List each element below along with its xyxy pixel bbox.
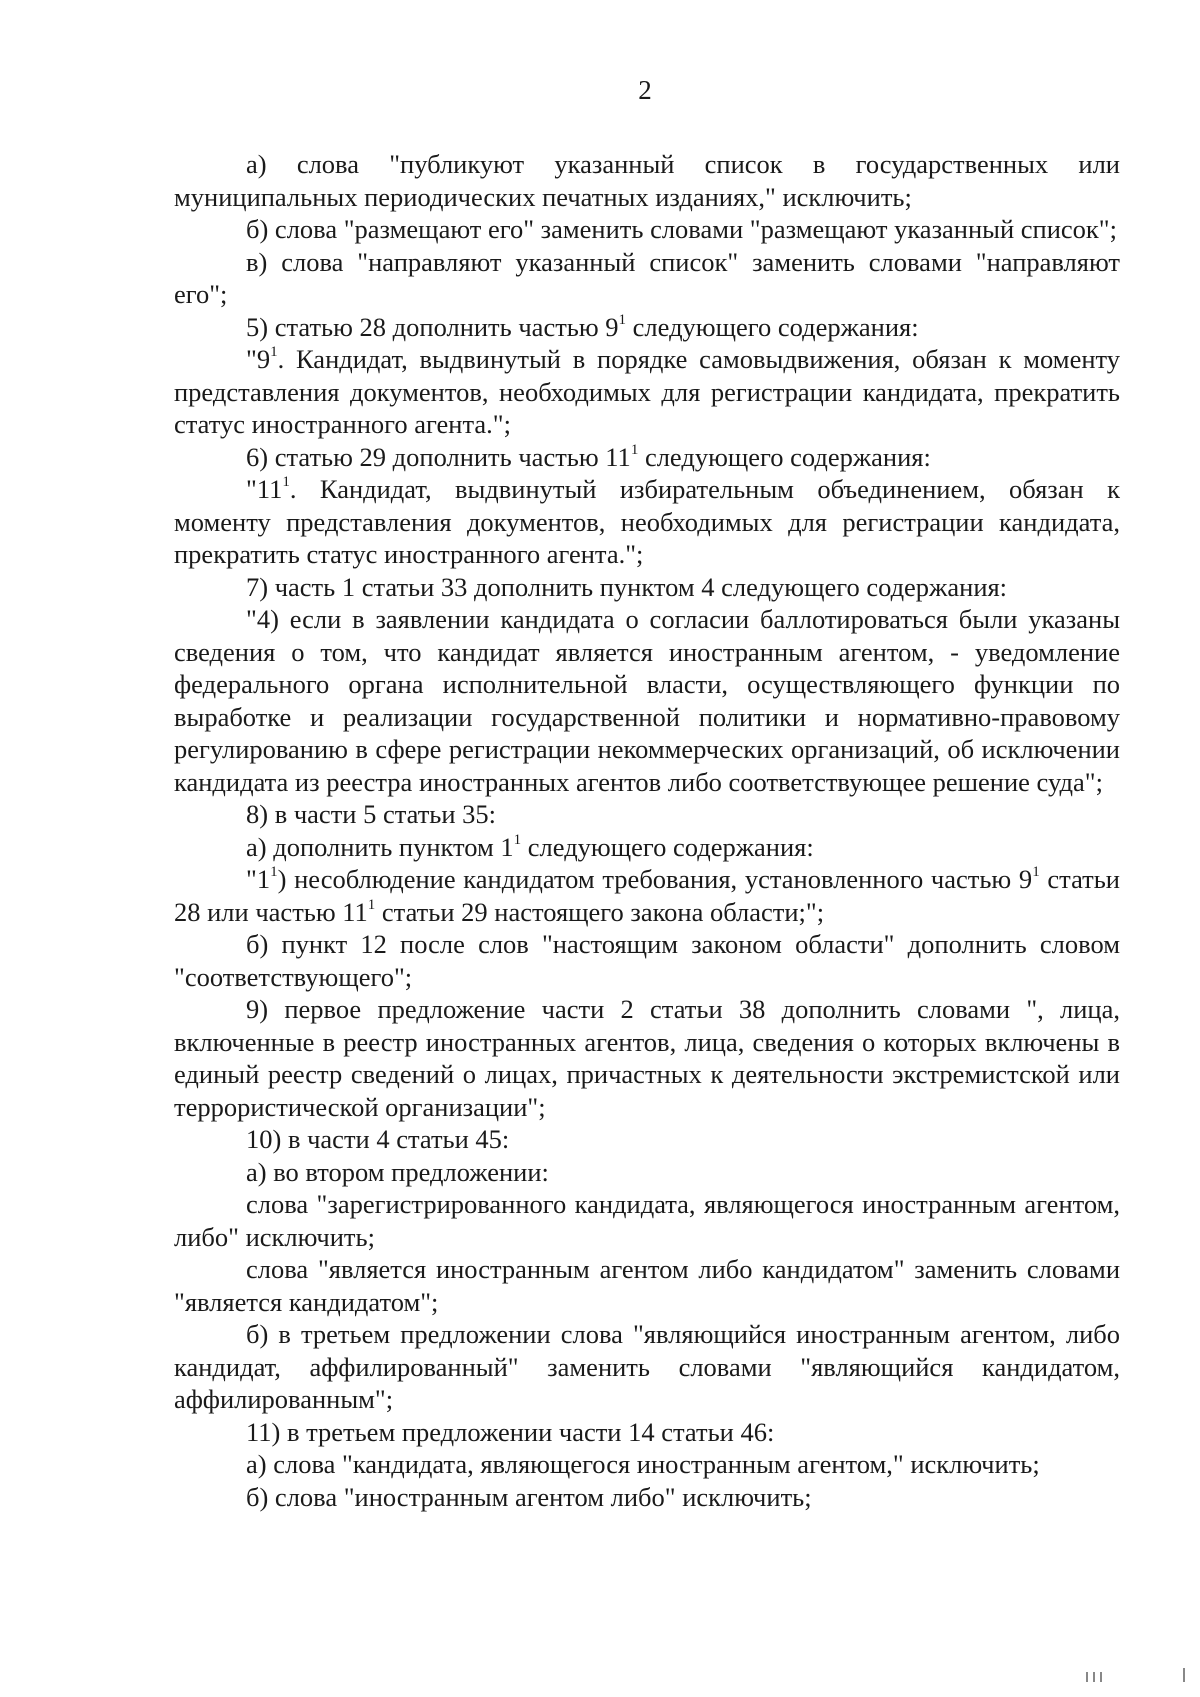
- superscript: 1: [513, 831, 522, 848]
- paragraph: [174, 1253, 1120, 1318]
- paragraph-text: б) слова "иностранным агентом либо" исключить;: [246, 1481, 812, 1512]
- scan-edge-mark: [1100, 1672, 1102, 1682]
- paragraph: [174, 603, 1120, 798]
- paragraph: [174, 1156, 1120, 1189]
- paragraph-text: следующего содержания:: [626, 311, 919, 342]
- page-number: 2: [638, 75, 652, 105]
- paragraph: [174, 1123, 1120, 1156]
- paragraph: [174, 473, 1120, 571]
- paragraph: [174, 1188, 1120, 1253]
- superscript: 1: [270, 864, 278, 880]
- paragraph: [174, 246, 1120, 311]
- paragraph-text: слова "зарегистрированного кандидата, являющегося иностранным агентом, либо" исключить;: [174, 1189, 1120, 1252]
- paragraph: [174, 1416, 1120, 1449]
- superscript: 1: [367, 896, 376, 913]
- superscript: 1: [630, 441, 639, 458]
- scan-edge-mark: [1183, 1668, 1185, 1682]
- paragraph-text: статьи 28 или частью 11: [174, 864, 1120, 927]
- paragraph-text: 8) в части 5 статьи 35:: [246, 799, 497, 829]
- paragraph-text: 6) статью 29 дополнить частью 11: [246, 441, 631, 472]
- scan-edge-mark: [1086, 1672, 1088, 1682]
- paragraph: [174, 928, 1120, 993]
- paragraph: [174, 863, 1120, 928]
- superscript: 1: [1032, 864, 1040, 880]
- paragraph: [174, 993, 1120, 1123]
- paragraph-text: . Кандидат, выдвинутый в порядке самовыдвижения, обязан к моменту представления документов, необходимых для регистрации кандидата, прекратить статус иностранного агента.";: [174, 344, 1120, 439]
- paragraph: [174, 571, 1120, 604]
- paragraph-text: статьи 29 настоящего закона области;";: [375, 896, 825, 927]
- paragraph-text: "11: [246, 474, 283, 504]
- paragraph-text: а) во втором предложении:: [246, 1156, 549, 1187]
- paragraph-text: ) несоблюдение кандидатом требования, установленного частью 9: [277, 864, 1033, 894]
- paragraph-text: в) слова "направляют указанный список" заменить словами "направляют его";: [174, 246, 1120, 309]
- paragraph: [174, 1481, 1120, 1514]
- paragraph: [174, 343, 1120, 441]
- paragraph-text: б) слова "размещают его" заменить словами "размещают указанный список";: [246, 214, 1117, 244]
- superscript: 1: [282, 474, 290, 490]
- superscript: 1: [618, 311, 627, 328]
- paragraph: [174, 311, 1120, 344]
- paragraph-text: "9: [246, 344, 271, 374]
- paragraph: [174, 148, 1120, 213]
- paragraph-text: 10) в части 4 статьи 45:: [246, 1124, 510, 1154]
- superscript: 1: [270, 344, 278, 360]
- paragraph-text: а) дополнить пунктом 1: [246, 831, 514, 862]
- paragraph-text: б) в третьем предложении слова "являющийся иностранным агентом, либо кандидат, аффилированный" заменить словами "являющийся кандидатом, аффилированным";: [174, 1319, 1120, 1414]
- paragraph-text: следующего содержания:: [521, 831, 814, 862]
- paragraph: [174, 831, 1120, 864]
- paragraph-text: следующего содержания:: [638, 441, 931, 472]
- paragraph: [174, 1318, 1120, 1416]
- paragraph-text: а) слова "публикуют указанный список в государственных или муниципальных периодических печатных изданиях," исключить;: [174, 149, 1120, 212]
- document-body: [174, 148, 1120, 1513]
- paragraph-text: . Кандидат, выдвинутый избирательным объединением, обязан к моменту представления документов, необходимых для регистрации кандидата, прекратить статус иностранного агента.";: [174, 474, 1120, 569]
- paragraph: [174, 798, 1120, 831]
- paragraph-text: "1: [246, 864, 271, 894]
- paragraph-text: 11) в третьем предложении части 14 статьи 46:: [246, 1416, 775, 1447]
- paragraph: [174, 441, 1120, 474]
- paragraph-text: а) слова "кандидата, являющегося иностранным агентом," исключить;: [246, 1449, 1040, 1479]
- paragraph: [174, 1448, 1120, 1481]
- paragraph-text: "4) если в заявлении кандидата о согласии баллотироваться были указаны сведения о том, что кандидат является иностранным агентом, - уведомление федерального органа исполнительной власти, осуществляющего функции по выработке и реализации государственной политики и нормативно-правовому регулированию в сфере регистрации некоммерческих организаций, об исключении кандидата из реестра иностранных агентов либо соответствующее решение суда";: [174, 604, 1120, 797]
- paragraph-text: б) пункт 12 после слов "настоящим законом области" дополнить словом "соответствующего";: [174, 929, 1120, 992]
- paragraph-text: 7) часть 1 статьи 33 дополнить пунктом 4 следующего содержания:: [246, 571, 1008, 602]
- paragraph-text: слова "является иностранным агентом либо кандидатом" заменить словами "является кандидатом";: [174, 1254, 1120, 1317]
- paragraph-text: 5) статью 28 дополнить частью 9: [246, 311, 619, 342]
- paragraph: [174, 213, 1120, 246]
- scan-edge-mark: [1093, 1672, 1095, 1682]
- paragraph-text: 9) первое предложение части 2 статьи 38 дополнить словами ", лица, включенные в реестр иностранных агентов, лица, сведения о которых включены в единый реестр сведений о лицах, причастных к деятельности экстремистской или террористической организации";: [174, 994, 1120, 1122]
